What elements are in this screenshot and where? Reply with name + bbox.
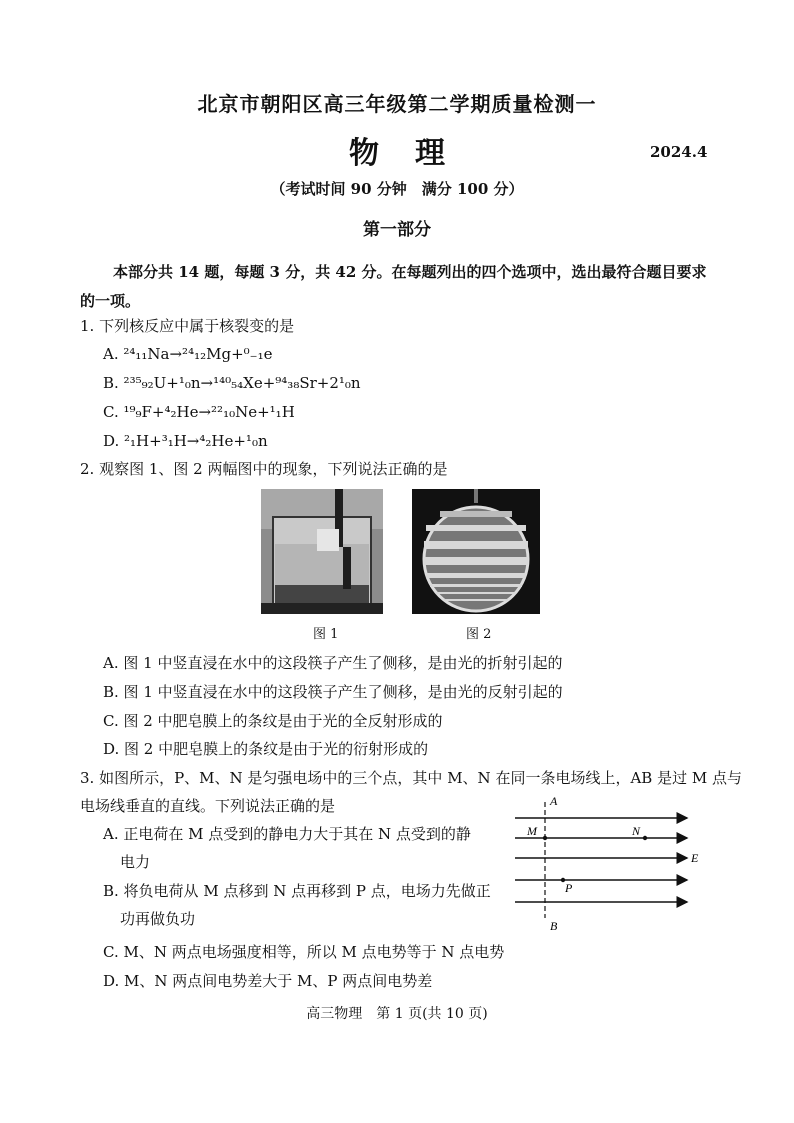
figure-2-soap-film	[412, 489, 540, 614]
part-heading: 第一部分	[363, 220, 431, 240]
label-e: E	[691, 851, 699, 865]
figure-2-caption: 图 2	[466, 627, 492, 642]
electric-field-diagram	[505, 792, 720, 932]
q2-option-d: D. 图 2 中肥皂膜上的条纹是由于光的衍射形成的	[103, 740, 429, 758]
q3-option-a-line1: A. 正电荷在 M 点受到的静电力大于其在 N 点受到的静	[103, 825, 471, 843]
q3-option-a-line2: 电力	[120, 853, 151, 871]
q2-option-c: C. 图 2 中肥皂膜上的条纹是由于光的全反射形成的	[103, 712, 443, 730]
label-b: B	[550, 919, 558, 932]
q3-option-d: D. M、N 两点间电势差大于 M、P 两点间电势差	[103, 972, 433, 990]
label-a: A	[550, 794, 558, 808]
q2-option-b: B. 图 1 中竖直浸在水中的这段筷子产生了侧移，是由光的反射引起的	[103, 683, 563, 701]
q3-option-c: C. M、N 两点电场强度相等，所以 M 点电势等于 N 点电势	[103, 943, 505, 961]
figure-1-caption: 图 1	[313, 627, 339, 642]
exam-info: （考试时间 90 分钟 满分 100 分）	[270, 180, 524, 198]
subject-title: 物理	[349, 136, 481, 171]
q3-option-b-line1: B. 将负电荷从 M 点移到 N 点再移到 P 点，电场力先做正	[103, 882, 491, 900]
figure-1-chopstick-in-water	[261, 489, 383, 614]
label-m: M	[527, 824, 537, 838]
page-footer: 高三物理 第 1 页(共 10 页)	[306, 1006, 488, 1022]
exam-title: 北京市朝阳区高三年级第二学期质量检测一	[197, 92, 597, 116]
q1-stem: 1. 下列核反应中属于核裂变的是	[80, 317, 295, 335]
instructions: 本部分共 14 题，每题 3 分，共 42 分。在每题列出的四个选项中，选出最符合题目要求的一项。	[80, 263, 707, 310]
q2-stem: 2. 观察图 1、图 2 两幅图中的现象，下列说法正确的是	[80, 460, 448, 478]
exam-date: 2024.4	[650, 143, 708, 161]
point-n	[643, 836, 647, 840]
q3-stem-line1: 3. 如图所示，P、M、N 是匀强电场中的三个点，其中 M、N 在同一条电场线上，AB 是过 M 点与	[80, 769, 742, 787]
q1-option-a: A. ²⁴₁₁Na→²⁴₁₂Mg+⁰₋₁e	[103, 345, 273, 363]
q1-option-d: D. ²₁H+³₁H→⁴₂He+¹₀n	[103, 432, 268, 450]
label-n: N	[632, 824, 641, 838]
q1-option-b: B. ²³⁵₉₂U+¹₀n→¹⁴⁰₅₄Xe+⁹⁴₃₈Sr+2¹₀n	[103, 374, 361, 392]
label-p: P	[565, 881, 573, 895]
q1-option-c: C. ¹⁹₉F+⁴₂He→²²₁₀Ne+¹₁H	[103, 403, 295, 421]
q3-stem-line2: 电场线垂直的直线。下列说法正确的是	[80, 797, 336, 815]
q2-option-a: A. 图 1 中竖直浸在水中的这段筷子产生了侧移，是由光的折射引起的	[103, 654, 563, 672]
q3-option-b-line2: 功再做负功	[120, 910, 196, 928]
point-m	[543, 836, 547, 840]
